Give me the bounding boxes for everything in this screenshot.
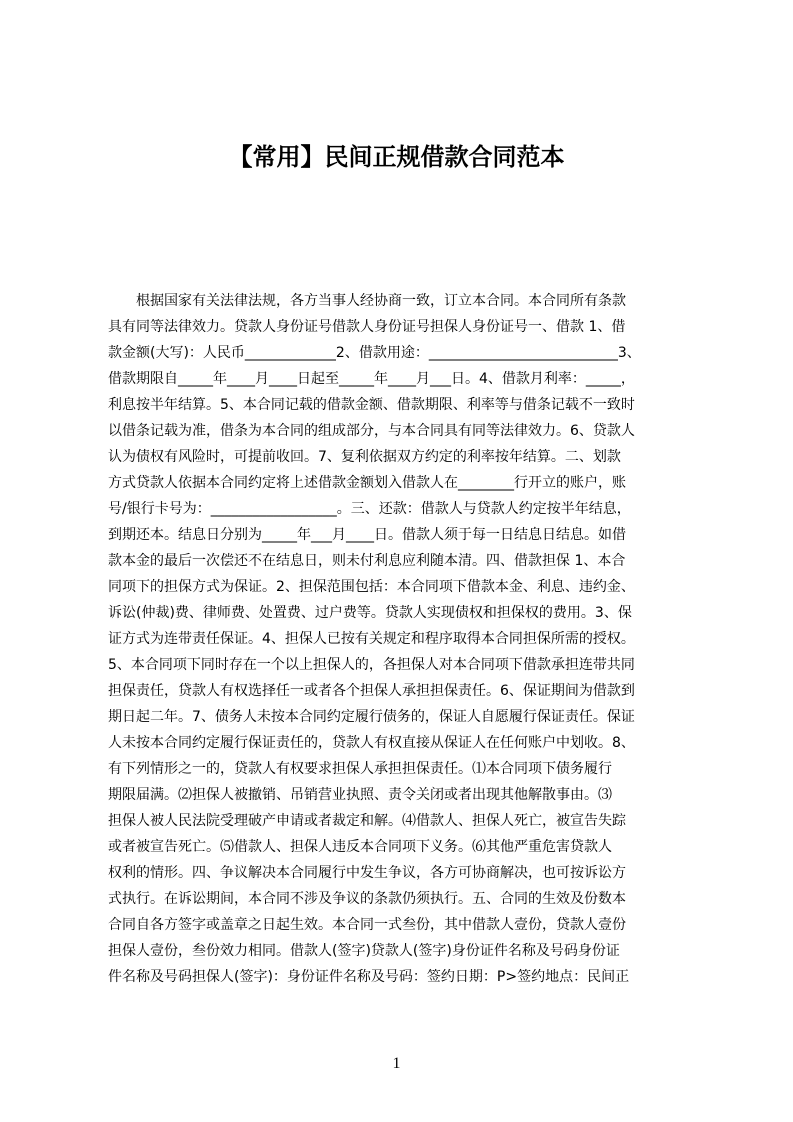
- body-line: 期日起二年。7、债务人未按本合同约定履行债务的，保证人自愿履行保证责任。保证: [108, 709, 635, 725]
- body-line: 号/银行卡号为：__________________。三、还款：借款人与贷款人约定按半年结息，: [108, 501, 631, 517]
- document-title: 【常用】民间正规借款合同范本: [228, 143, 565, 171]
- body-line: 借款期限自_____年____月____日起至_____年____月___日。4、借款月利率：_____，: [108, 371, 635, 387]
- body-line: 款金额(大写)：人民币_____________2、借款用途：___________________________3、: [108, 345, 641, 361]
- body-line: 有下列情形之一的，贷款人有权要求担保人承担担保责任。⑴本合同项下债务履行: [108, 761, 612, 777]
- body-line: 人未按本合同约定履行保证责任的，贷款人有权直接从保证人在任何账户中划收。8、: [108, 735, 635, 751]
- body-line: 件名称及号码担保人(签字)：身份证件名称及号码：签约日期：P>签约地点：民间正: [108, 969, 630, 985]
- body-line: 以借条记载为准，借条为本合同的组成部分，与本合同具有同等法律效力。6、贷款人: [108, 423, 635, 439]
- body-line: 期限届满。⑵担保人被撤销、吊销营业执照、责令关闭或者出现其他解散事由。⑶: [108, 787, 612, 803]
- body-line: 担保人被人民法院受理破产申请或者裁定和解。⑷借款人、担保人死亡，被宣告失踪: [108, 813, 626, 829]
- body-line: 认为债权有风险时，可提前收回。7、复利依据双方约定的利率按年结算。二、划款: [108, 449, 621, 465]
- body-line: 权利的情形。四、争议解决本合同履行中发生争议，各方可协商解决，也可按诉讼方: [108, 865, 626, 881]
- body-line: 担保责任，贷款人有权选择任一或者各个担保人承担担保责任。6、保证期间为借款到: [108, 683, 635, 699]
- body-line: 合同自各方签字或盖章之日起生效。本合同一式叁份，其中借款人壹份，贷款人壹份: [108, 917, 626, 933]
- body-line: 同项下的担保方式为保证。2、担保范围包括：本合同项下借款本金、利息、违约金、: [108, 579, 635, 595]
- body-line: 款本金的最后一次偿还不在结息日，则未付利息应利随本清。四、借款担保 1、本合: [108, 553, 626, 569]
- body-line: 诉讼(仲裁)费、律师费、处置费、过户费等。贷款人实现债权和担保权的费用。3、保: [108, 605, 632, 621]
- body-line: 式执行。在诉讼期间，本合同不涉及争议的条款仍须执行。五、合同的生效及份数本: [108, 891, 626, 907]
- body-line: 方式贷款人依据本合同约定将上述借款金额划入借款人在________行开立的账户，账: [108, 475, 626, 491]
- body-line: 到期还本。结息日分别为_____年___月____日。借款人须于每一日结息日结息。如借: [108, 527, 626, 543]
- body-line: 或者被宣告死亡。⑸借款人、担保人违反本合同项下义务。⑹其他严重危害贷款人: [108, 839, 612, 855]
- contract-body: [108, 288, 700, 1003]
- body-line: 证方式为连带责任保证。4、担保人已按有关规定和程序取得本合同担保所需的授权。: [108, 631, 635, 647]
- body-line: 5、本合同项下同时存在一个以上担保人的，各担保人对本合同项下借款承担连带共同: [108, 657, 635, 673]
- body-line: 具有同等法律效力。贷款人身份证号借款人身份证号担保人身份证号一、借款 1、借: [108, 319, 626, 335]
- body-line: 担保人壹份，叁份效力相同。借款人(签字)贷款人(签字)身份证件名称及号码身份证: [108, 943, 620, 959]
- body-line: 根据国家有关法律法规，各方当事人经协商一致，订立本合同。本合同所有条款: [108, 293, 626, 309]
- page-number: 1: [392, 1055, 401, 1072]
- body-line: 利息按半年结算。5、本合同记载的借款金额、借款期限、利率等与借条记载不一致时: [108, 397, 635, 413]
